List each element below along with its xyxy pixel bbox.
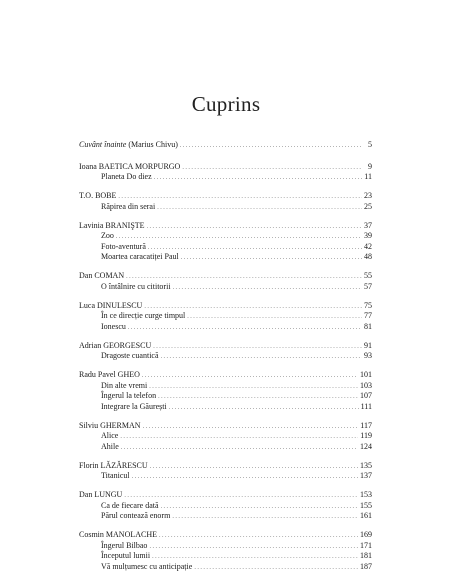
toc-author-name: Dan COMAN [79, 271, 125, 280]
toc-page-number: 37 [364, 220, 372, 230]
toc-entry-line [79, 140, 372, 151]
toc-section [79, 191, 372, 212]
toc-page-number: 124 [360, 441, 372, 451]
toc-section [79, 301, 372, 333]
toc-entry-title: Ahile [101, 441, 119, 451]
toc-page-number: 107 [360, 391, 372, 400]
section-gap [79, 452, 372, 461]
section-gap [79, 183, 372, 192]
toc-entry-line [79, 282, 372, 293]
toc-entry-title: Din alte vremi [101, 380, 148, 390]
toc-page-number: 48 [364, 252, 372, 261]
toc-entry-title: Îngerul Bilbao [101, 540, 148, 550]
toc-section [79, 421, 372, 453]
toc-page-number: 111 [360, 401, 372, 411]
toc-page-number: 101 [360, 370, 372, 379]
toc-author-name: Florin LĂZĂRESCU [79, 460, 148, 470]
section-gap [79, 212, 372, 221]
toc-entry-line [79, 242, 372, 253]
toc-author-name: Ioana BAETICA MORPURGO [79, 161, 181, 171]
toc-page-number: 135 [360, 460, 372, 470]
toc-author-line [79, 162, 372, 173]
toc-page-number: 5 [368, 140, 372, 149]
toc-entry-line [79, 231, 372, 242]
section-gap [79, 522, 372, 531]
toc-entry-line [79, 381, 372, 392]
toc-author-line [79, 301, 372, 312]
dot-leader [194, 562, 358, 574]
toc-page-number: 11 [364, 172, 372, 181]
toc-page-number: 181 [360, 551, 372, 560]
dot-leader [172, 511, 358, 523]
section-gap [79, 412, 372, 421]
toc-entry-title: Ionescu [101, 321, 126, 331]
table-of-contents [79, 140, 372, 572]
toc-entry-title: Vă mulțumesc cu anticipație [101, 561, 193, 571]
toc-page-number: 169 [360, 530, 372, 539]
toc-page-number: 137 [360, 471, 372, 480]
toc-entry-title: În ce direcție curge timpul [101, 311, 186, 320]
toc-entry-line [79, 541, 372, 552]
toc-author-name: Silviu GHERMAN [79, 420, 141, 430]
toc-section [79, 370, 372, 412]
toc-section [79, 341, 372, 362]
toc-entry-line [79, 252, 372, 263]
toc-page-number: 187 [360, 561, 372, 571]
toc-entry-line [79, 351, 372, 362]
toc-page-number: 119 [360, 431, 372, 440]
toc-author-name: T.O. BOBE [79, 191, 117, 200]
toc-page-number: 91 [364, 340, 372, 350]
toc-page-number: 55 [364, 271, 372, 280]
toc-page-number: 103 [360, 380, 372, 390]
dot-leader [161, 351, 362, 363]
section-gap [79, 263, 372, 272]
toc-section [79, 162, 372, 183]
toc-entry-title: Planeta Do diez [101, 172, 152, 181]
dot-leader [154, 172, 362, 184]
toc-entry-line [79, 391, 372, 402]
dot-leader [132, 471, 358, 483]
toc-page-number: 25 [364, 201, 372, 211]
toc-author-line [79, 530, 372, 541]
toc-page-number: 9 [368, 161, 372, 171]
toc-author-line [79, 421, 372, 432]
toc-author-line [79, 271, 372, 282]
toc-page-number: 81 [364, 321, 372, 331]
dot-leader [173, 282, 362, 294]
dot-leader [157, 202, 362, 214]
section-gap [79, 362, 372, 371]
toc-page-number: 57 [364, 281, 372, 291]
toc-page-number: 39 [364, 231, 372, 240]
toc-section [79, 221, 372, 263]
toc-page-number: 161 [360, 511, 372, 520]
dot-leader [128, 322, 362, 334]
toc-author-line [79, 370, 372, 381]
toc-page-number: 155 [360, 500, 372, 510]
toc-entry-line [79, 172, 372, 183]
toc-entry-line [79, 471, 372, 482]
toc-author-name: Lavinia BRANIŞTE [79, 220, 145, 230]
toc-entry-line [79, 202, 372, 213]
toc-author-line [79, 461, 372, 472]
toc-entry-title: Titanicul [101, 471, 130, 480]
toc-section [79, 461, 372, 482]
toc-entry-title: Ca de fiecare dată [101, 500, 159, 510]
toc-entry-line [79, 501, 372, 512]
toc-entry-line [79, 322, 372, 333]
toc-section [79, 490, 372, 522]
toc-entry-title: Îngerul la telefon [101, 391, 157, 400]
dot-leader [181, 252, 362, 264]
toc-author-name: Radu Pavel GHEO [79, 370, 140, 379]
toc-page-number: 23 [364, 191, 372, 200]
toc-page-number: 93 [364, 351, 372, 360]
toc-entry-line [79, 562, 372, 573]
toc-author-line [79, 221, 372, 232]
toc-entry-title: Moartea caracatiței Paul [101, 252, 179, 261]
toc-page-number: 117 [360, 420, 372, 430]
dot-leader [169, 402, 359, 414]
section-gap [79, 332, 372, 341]
toc-entry-title: Începutul lumii [101, 551, 151, 560]
page-title: Cuprins [191, 92, 261, 116]
toc-author-name: Adrian GEORGESCU [79, 340, 152, 350]
toc-page-number: 171 [360, 540, 372, 550]
toc-entry-line [79, 402, 372, 413]
toc-entry-title: Cuvânt înainte [79, 140, 127, 149]
toc-entry-title: Dragoste cuantică [101, 351, 159, 360]
toc-entry-line [79, 431, 372, 442]
toc-page-number: 153 [360, 490, 372, 499]
toc-page-number: 77 [364, 311, 372, 320]
toc-entry-title: Părul contează enorm [101, 511, 171, 520]
toc-author-name: Luca DINULESCU [79, 300, 143, 310]
toc-page-number: 75 [364, 300, 372, 310]
section-gap [79, 482, 372, 491]
toc-page-number: 42 [364, 241, 372, 251]
dot-leader [180, 140, 362, 152]
toc-entry-line [79, 311, 372, 322]
dot-leader [121, 442, 358, 454]
toc-author-name: Cosmin MANOLACHE [79, 530, 158, 539]
toc-entry-note: (Marius Chivu) [128, 140, 178, 149]
toc-entry-title: O întâlnire cu cititorii [101, 281, 171, 291]
toc-section [79, 140, 372, 151]
toc-section [79, 271, 372, 292]
toc-section [79, 530, 372, 572]
toc-entry-line [79, 511, 372, 522]
toc-author-line [79, 341, 372, 352]
section-gap [79, 151, 372, 162]
toc-author-name: Dan LUNGU [79, 490, 123, 499]
section-gap [79, 292, 372, 301]
toc-entry-title: Răpirea din serai [101, 201, 156, 211]
toc-author-line [79, 191, 372, 202]
toc-entry-line [79, 442, 372, 453]
toc-entry-line [79, 551, 372, 562]
toc-entry-title: Alice [101, 431, 119, 440]
toc-entry-title: Zoo [101, 231, 114, 240]
toc-entry-title: Integrare la Găurești [101, 401, 167, 411]
toc-author-line [79, 490, 372, 501]
toc-entry-title: Foto-aventură [101, 241, 146, 251]
